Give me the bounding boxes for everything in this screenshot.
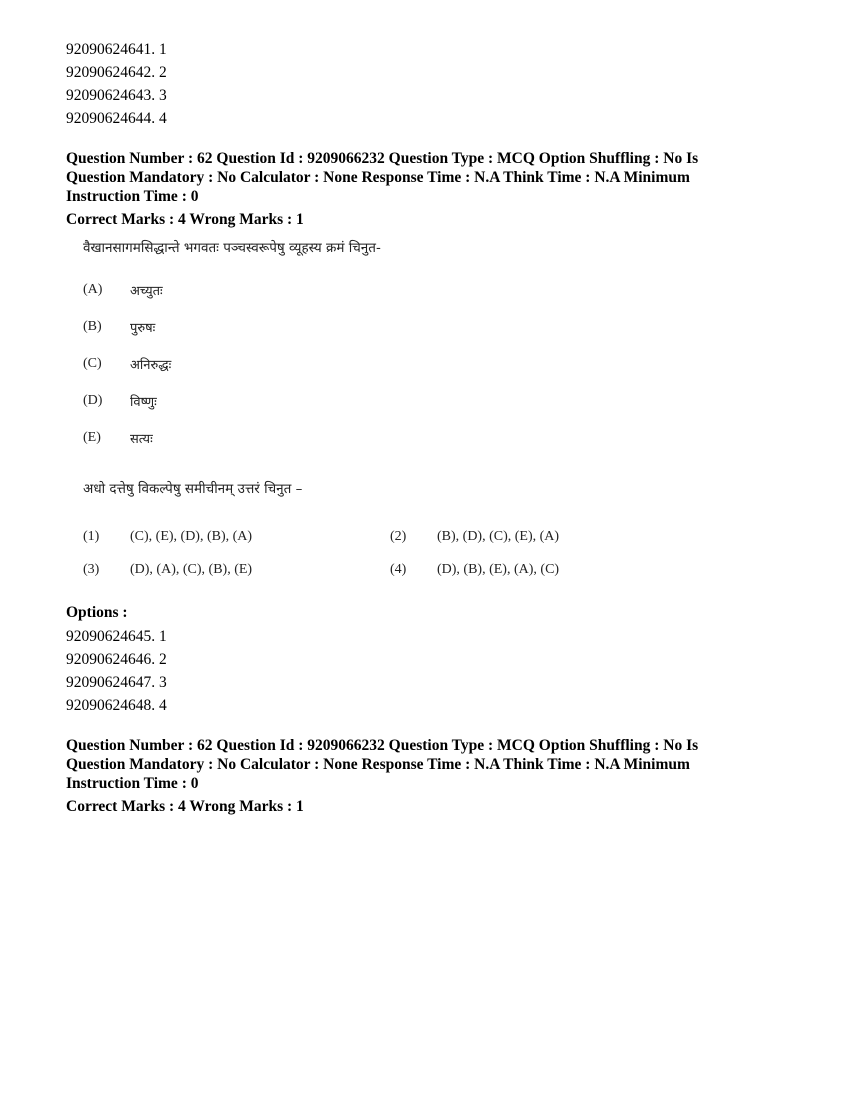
item-label: (D) [83,392,103,408]
answer-choice [83,529,390,545]
question-body [83,237,786,586]
item-text: सत्यः [130,431,153,447]
question-item [83,382,786,419]
option-line: 92090624645. 1 [66,628,167,645]
answer-choices [83,520,786,586]
question-meta [66,149,786,206]
choice-number: (2) [390,528,407,544]
answer-choice [390,562,697,578]
choice-sequence: (D), (A), (C), (B), (E) [130,561,253,577]
option-line: 92090624642. 2 [66,64,167,81]
options-list [66,625,786,717]
choice-row [83,520,786,553]
item-label: (C) [83,355,102,371]
question-stem: वैखानसागमसिद्धान्ते भगवतः पञ्चस्वरूपेषु व्यूहस्य क्रमं चिनुत- [83,240,381,256]
option-line: 92090624646. 2 [66,651,167,668]
document-page [66,38,786,816]
question-meta-line: Question Mandatory : No Calculator : None Response Time : N.A Think Time : N.A Minimum [66,756,690,773]
question-meta-line: Instruction Time : 0 [66,188,199,205]
item-text: अच्युतः [130,283,163,299]
answer-choice [83,562,390,578]
previous-options-list [66,38,786,130]
option-line: 92090624644. 4 [66,110,167,127]
question-item [83,271,786,308]
question-item [83,345,786,382]
choice-row [83,553,786,586]
choice-sequence: (D), (B), (E), (A), (C) [437,561,560,577]
question-items [83,271,786,456]
question-meta-line: Question Number : 62 Question Id : 9209066232 Question Type : MCQ Option Shuffling : No Is [66,737,699,754]
question-instruction: अधो दत्तेषु विकल्पेषु समीचीनम् उत्तरं चिनुत – [83,481,303,497]
option-line: 92090624643. 3 [66,87,167,104]
item-label: (B) [83,318,102,334]
next-question-marks: Correct Marks : 4 Wrong Marks : 1 [66,798,304,815]
item-text: अनिरुद्धः [130,357,172,373]
question-item [83,419,786,456]
answer-choice [390,529,697,545]
choice-sequence: (B), (D), (C), (E), (A) [437,528,560,544]
question-item [83,308,786,345]
item-text: विष्णुः [130,394,157,410]
options-heading: Options : [66,604,128,621]
question-meta-line: Instruction Time : 0 [66,775,199,792]
option-line: 92090624647. 3 [66,674,167,691]
question-meta-line: Question Mandatory : No Calculator : None Response Time : N.A Think Time : N.A Minimum [66,169,690,186]
choice-number: (1) [83,528,100,544]
item-label: (A) [83,281,103,297]
choice-number: (3) [83,561,100,577]
next-question-meta [66,736,786,793]
option-line: 92090624648. 4 [66,697,167,714]
item-label: (E) [83,429,101,445]
question-meta-line: Question Number : 62 Question Id : 9209066232 Question Type : MCQ Option Shuffling : No Is [66,150,699,167]
option-line: 92090624641. 1 [66,41,167,58]
choice-number: (4) [390,561,407,577]
question-marks: Correct Marks : 4 Wrong Marks : 1 [66,211,304,228]
item-text: पुरुषः [130,320,156,336]
choice-sequence: (C), (E), (D), (B), (A) [130,528,253,544]
